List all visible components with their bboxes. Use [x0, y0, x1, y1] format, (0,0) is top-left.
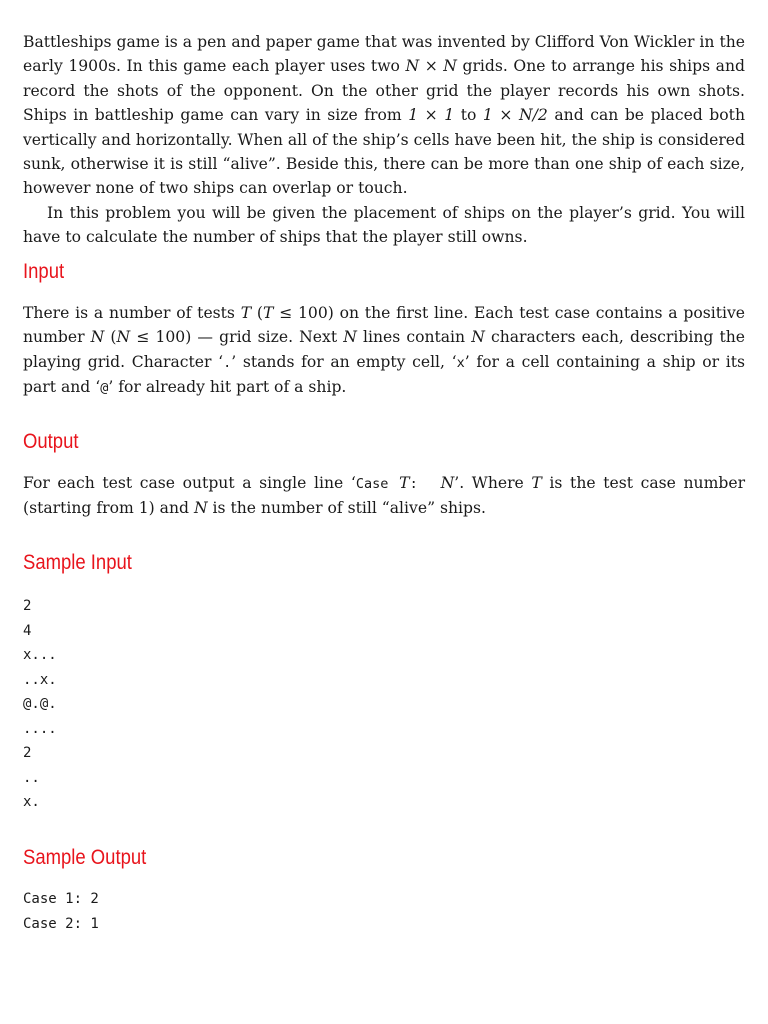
math-min-ship: 1 × 1	[408, 106, 455, 125]
math-var: N	[440, 474, 455, 492]
math-var: T	[262, 304, 274, 322]
code-char: .	[223, 354, 232, 371]
output-text: For each test case output a single line ‘	[23, 474, 356, 492]
intro-text: Battleships game is a pen and paper game that was invented by Clifford Von Wickler in the early 1900s. In this game each player uses two	[23, 33, 745, 76]
input-text: There is a number of tests	[23, 304, 241, 322]
input-text: ’ for a cell containing a ship or its part and ‘	[23, 352, 746, 397]
code-text: Case	[355, 476, 400, 492]
intro-paragraph-2: In this problem you will be given the placement of ships on the player’s grid. You will have to calculate the number of ships that the player still owns.	[23, 203, 745, 247]
sample-input-line: x...	[23, 647, 57, 663]
sample-input-line: @.@.	[23, 696, 57, 712]
output-text: is the test case number (starting from 1) and	[23, 474, 746, 518]
sample-input-line: ..	[23, 769, 40, 786]
input-heading: Input	[23, 260, 65, 283]
math-var: T	[531, 474, 542, 492]
intro-text: to	[454, 106, 483, 125]
math-var: N	[193, 499, 208, 518]
sample-input-line: ....	[23, 720, 57, 737]
math-var: N	[90, 328, 105, 347]
sample-input-line: x.	[23, 794, 40, 810]
sample-input-line: 2	[23, 745, 32, 761]
input-text: ≤ 100) on the first line. Each test case contains a positive number	[23, 304, 745, 347]
math-grid-size: N × N	[405, 57, 457, 76]
sample-input-block	[23, 594, 745, 815]
input-text: ’ for already hit part of a ship.	[108, 378, 347, 397]
input-text: lines contain	[356, 328, 472, 347]
sample-input-section	[23, 550, 745, 576]
sample-input-line: 4	[23, 622, 32, 639]
input-text: ’ stands for an empty cell, ‘	[231, 352, 457, 371]
sample-input-line: 2	[23, 598, 32, 614]
math-var: T	[399, 474, 410, 492]
sample-output-block	[23, 887, 745, 936]
sample-output-line: Case 1: 2	[23, 891, 99, 907]
math-var: N	[343, 328, 357, 347]
input-paragraph	[23, 301, 745, 401]
sample-output-heading: Sample Output	[23, 846, 147, 869]
intro-text: and can be placed both vertically and horizontally. When all of the ship’s cells have been hit, the ship is considered sunk, otherwise it is still “alive”. Beside this, there can be more than one ship of each size, however none of two ships can overlap or touch.	[23, 106, 745, 198]
math-var: N	[471, 328, 485, 347]
input-section	[23, 259, 745, 285]
input-text: (	[251, 304, 263, 322]
math-var: N	[116, 328, 131, 347]
code-char: @	[100, 380, 109, 397]
intro-section	[23, 30, 745, 250]
intro-paragraph-1	[23, 30, 745, 201]
math-max-ship: 1 × N/2	[482, 106, 548, 125]
code-text: :	[409, 476, 418, 492]
sample-input-heading: Sample Input	[23, 551, 132, 574]
input-text: characters each, describing the playing grid. Character ‘	[23, 328, 745, 371]
input-body	[23, 301, 745, 401]
intro-text: grids. One to arrange his ships and record the shots of the opponent. On the other grid the player records his own shots. Ships in battleship game can vary in size from	[23, 57, 745, 125]
output-section	[23, 429, 745, 455]
output-text: ’. Where	[454, 474, 532, 492]
sample-input-line: ..x.	[23, 671, 57, 688]
output-heading: Output	[23, 430, 79, 453]
sample-output-section	[23, 845, 745, 871]
math-var: T	[240, 304, 252, 322]
input-text: (	[104, 328, 117, 347]
output-body	[23, 471, 745, 521]
input-text: ≤ 100) — grid size. Next	[130, 328, 344, 347]
sample-output-line: Case 2: 1	[23, 915, 99, 932]
output-text: is the number of still “alive” ships.	[207, 499, 486, 518]
output-paragraph	[23, 471, 745, 521]
code-char: x	[456, 354, 465, 371]
